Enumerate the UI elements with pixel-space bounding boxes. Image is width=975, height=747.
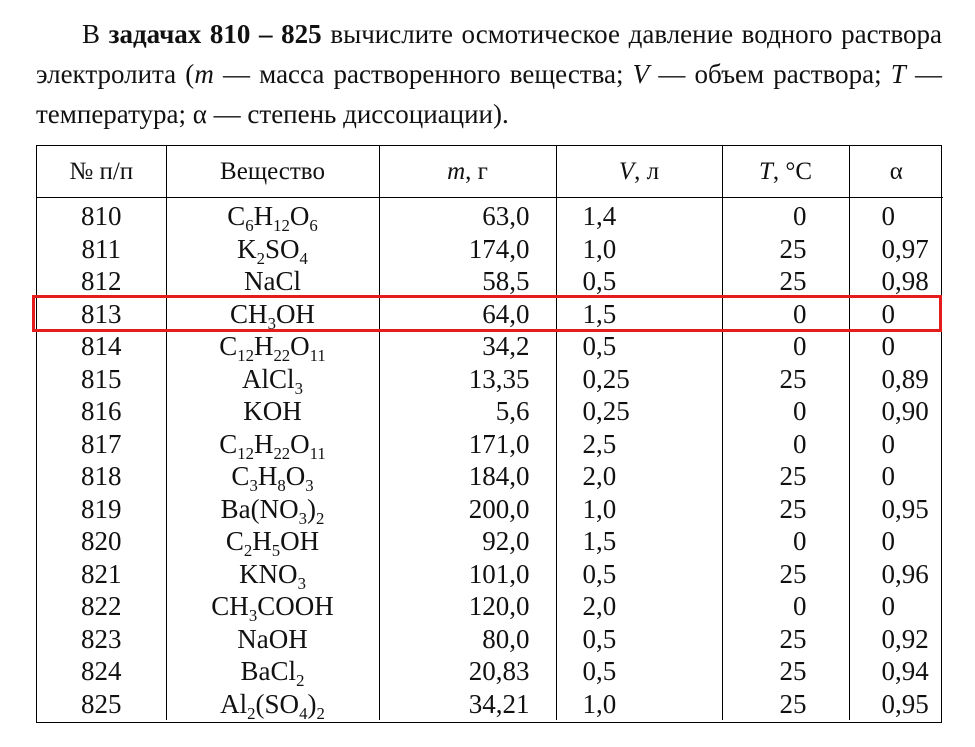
row-temperature: 25 — [722, 460, 849, 493]
row-number: 824 — [37, 655, 166, 688]
row-number: 817 — [37, 428, 166, 461]
row-temperature: 25 — [722, 493, 849, 526]
table-row — [37, 558, 943, 591]
row-volume: 1,5 — [556, 298, 722, 331]
row-substance — [166, 233, 379, 266]
formula-part: C — [219, 428, 238, 459]
table-row — [37, 198, 943, 233]
row-mass: 5,6 — [379, 395, 556, 428]
row-alpha: 0 — [881, 526, 895, 557]
row-number: 820 — [37, 525, 166, 558]
row-mass: 34,21 — [379, 688, 556, 721]
intro-text-3: — объем раствора; — [649, 59, 891, 89]
row-temperature: 25 — [722, 233, 849, 266]
row-temperature: 0 — [722, 525, 849, 558]
row-mass: 34,2 — [379, 330, 556, 363]
row-number: 813 — [37, 298, 166, 331]
table-row — [37, 493, 943, 526]
row-mass: 58,5 — [379, 265, 556, 298]
row-alpha: 0,97 — [881, 233, 929, 264]
formula-subscript: 5 — [271, 541, 281, 561]
row-alpha: 0,98 — [881, 266, 929, 297]
row-number: 819 — [37, 493, 166, 526]
row-temperature: 25 — [722, 558, 849, 591]
row-volume: 0,5 — [556, 330, 722, 363]
row-temperature: 0 — [722, 330, 849, 363]
formula-part: OH — [275, 298, 315, 329]
formula-subscript: 2 — [296, 671, 305, 691]
formula-subscript: 3 — [298, 508, 307, 528]
formula-subscript: 3 — [297, 573, 306, 593]
row-number: 825 — [37, 688, 166, 721]
formula-part: Ba(NO — [220, 493, 299, 524]
row-substance — [166, 330, 379, 366]
formula-subscript: 11 — [309, 443, 326, 463]
row-substance — [166, 655, 379, 691]
table-row — [37, 428, 943, 461]
row-volume: 2,0 — [556, 590, 722, 623]
formula-part: CH — [230, 298, 268, 329]
table-row — [37, 233, 943, 266]
row-mass: 80,0 — [379, 623, 556, 656]
row-number: 812 — [37, 265, 166, 298]
row-number: 823 — [37, 623, 166, 656]
row-alpha: 0 — [881, 461, 895, 492]
row-alpha: 0,90 — [881, 396, 929, 427]
row-substance — [166, 395, 379, 428]
formula-subscript: 6 — [309, 216, 318, 236]
intro-task-range: задачах 810 – 825 — [108, 19, 322, 49]
formula-subscript: 4 — [299, 703, 308, 723]
row-temperature: 0 — [722, 298, 849, 331]
row-volume: 1,0 — [556, 688, 722, 721]
formula-part: KOH — [243, 396, 302, 427]
formula-subscript: 3 — [305, 476, 314, 496]
row-alpha: 0,95 — [881, 493, 929, 524]
formula-part: C — [227, 201, 246, 232]
formula-subscript: 2 — [315, 508, 325, 528]
row-volume: 0,5 — [556, 558, 722, 591]
formula-part: ) — [307, 688, 317, 719]
row-temperature: 25 — [722, 655, 849, 688]
formula-subscript: 12 — [237, 346, 254, 366]
row-number: 814 — [37, 330, 166, 363]
row-alpha: 0 — [881, 591, 895, 622]
row-mass: 64,0 — [379, 298, 556, 331]
formula-subscript: 3 — [267, 313, 276, 333]
table-row — [37, 460, 943, 493]
table-row — [37, 655, 943, 688]
formula-subscript: 11 — [309, 346, 326, 366]
data-table — [36, 145, 942, 723]
row-mass: 20,83 — [379, 655, 556, 688]
row-alpha: 0 — [881, 331, 895, 362]
header-number: № п/п — [37, 146, 166, 198]
row-mass: 101,0 — [379, 558, 556, 591]
header-mass: m, г — [379, 146, 556, 198]
formula-subscript: 2 — [243, 541, 253, 561]
row-number: 815 — [37, 363, 166, 396]
formula-subscript: 4 — [299, 248, 308, 268]
formula-subscript: 22 — [273, 443, 291, 463]
row-substance — [166, 298, 379, 331]
formula-part: H — [257, 461, 278, 492]
row-volume: 0,5 — [556, 265, 722, 298]
formula-part: H — [253, 428, 274, 459]
row-mass: 63,0 — [379, 198, 556, 233]
problem-statement — [36, 14, 942, 134]
intro-text-4: — температура; α — степень диссоциации). — [36, 59, 943, 129]
intro-v-symbol: V — [632, 59, 650, 89]
row-number: 810 — [37, 198, 166, 233]
formula-part: K — [237, 233, 257, 264]
row-alpha: 0 — [881, 201, 895, 232]
row-alpha: 0 — [881, 298, 895, 329]
formula-part: Al — [220, 688, 248, 719]
row-mass: 171,0 — [379, 428, 556, 461]
row-substance — [166, 623, 379, 656]
row-number: 818 — [37, 460, 166, 493]
formula-subscript: 12 — [237, 443, 254, 463]
row-volume: 1,0 — [556, 493, 722, 526]
row-volume: 1,0 — [556, 233, 722, 266]
row-alpha: 0,96 — [881, 558, 929, 589]
row-temperature: 0 — [722, 395, 849, 428]
formula-part: H — [252, 526, 272, 557]
row-temperature: 0 — [722, 590, 849, 623]
formula-subscript: 3 — [248, 606, 258, 626]
header-volume: V, л — [556, 146, 722, 198]
intro-m-symbol: m — [194, 59, 214, 89]
row-mass: 200,0 — [379, 493, 556, 526]
formula-part: AlCl — [242, 363, 295, 394]
row-substance — [166, 428, 379, 461]
row-volume: 2,0 — [556, 460, 722, 493]
row-mass: 13,35 — [379, 363, 556, 396]
formula-part: ) — [306, 493, 316, 524]
intro-text-1: вычислите осмотическое давление водного раствора электролита ( — [36, 19, 942, 89]
header-substance: Вещество — [166, 146, 379, 198]
row-mass: 92,0 — [379, 525, 556, 558]
row-number: 821 — [37, 558, 166, 591]
row-substance — [166, 590, 379, 626]
row-temperature: 25 — [722, 688, 849, 721]
formula-part: C — [225, 526, 244, 557]
table-row — [37, 623, 943, 656]
formula-part: KNO — [239, 558, 298, 589]
table-row — [37, 590, 943, 623]
formula-subscript: 3 — [294, 378, 303, 398]
formula-part: (SO — [255, 688, 300, 719]
table-body — [37, 198, 943, 721]
formula-part: H — [253, 331, 274, 362]
row-number: 811 — [37, 233, 166, 266]
formula-part: C — [231, 461, 250, 492]
formula-part: H — [253, 201, 274, 232]
table-row — [37, 525, 943, 558]
table-row — [37, 265, 943, 298]
formula-part: SO — [264, 233, 300, 264]
row-temperature: 0 — [722, 428, 849, 461]
row-substance — [166, 558, 379, 591]
formula-part: O — [285, 461, 306, 492]
row-substance — [166, 265, 379, 298]
table-row — [37, 688, 943, 721]
row-temperature: 25 — [722, 265, 849, 298]
row-volume: 0,5 — [556, 655, 722, 688]
row-substance — [166, 198, 379, 236]
formula-subscript: 2 — [316, 703, 325, 723]
row-mass: 174,0 — [379, 233, 556, 266]
row-substance — [166, 688, 379, 721]
row-mass: 120,0 — [379, 590, 556, 623]
row-alpha: 0,94 — [881, 656, 929, 687]
formula-subscript: 12 — [273, 216, 290, 236]
row-alpha: 0,89 — [881, 363, 929, 394]
formula-subscript: 3 — [249, 476, 258, 496]
formula-part: O — [290, 428, 310, 459]
formula-part: NaCl — [244, 266, 301, 297]
row-temperature: 25 — [722, 363, 849, 396]
intro-text-2: — масса растворенного вещества; — [213, 59, 633, 89]
header-alpha: α — [849, 146, 943, 198]
table-row — [37, 395, 943, 428]
formula-part: C — [219, 331, 238, 362]
formula-subscript: 6 — [245, 216, 254, 236]
row-volume: 0,5 — [556, 623, 722, 656]
row-substance — [166, 493, 379, 526]
formula-subscript: 2 — [247, 703, 256, 723]
formula-part: CH — [211, 591, 249, 622]
row-number: 822 — [37, 590, 166, 623]
row-volume: 1,4 — [556, 198, 722, 233]
row-substance — [166, 525, 379, 561]
formula-subscript: 2 — [256, 248, 265, 268]
formula-subscript: 8 — [277, 476, 286, 496]
row-alpha: 0 — [881, 428, 895, 459]
formula-part: O — [290, 331, 310, 362]
row-volume: 2,5 — [556, 428, 722, 461]
row-volume: 0,25 — [556, 363, 722, 396]
formula-subscript: 22 — [273, 346, 291, 366]
row-substance — [166, 363, 379, 396]
row-number: 816 — [37, 395, 166, 428]
formula-part: O — [289, 201, 310, 232]
formula-part: NaOH — [237, 623, 308, 654]
row-mass: 184,0 — [379, 460, 556, 493]
formula-part: BaCl — [240, 656, 297, 687]
row-volume: 0,25 — [556, 395, 722, 428]
table-row — [37, 363, 943, 396]
intro-t-symbol: T — [890, 59, 906, 89]
table-header-row — [37, 146, 943, 198]
row-temperature: 25 — [722, 623, 849, 656]
table-row — [37, 298, 943, 331]
row-alpha: 0,95 — [881, 688, 929, 719]
row-alpha: 0,92 — [881, 623, 929, 654]
table-row — [37, 330, 943, 363]
row-temperature: 0 — [722, 198, 849, 233]
formula-part: OH — [280, 526, 320, 557]
row-substance — [166, 460, 379, 496]
formula-part: COOH — [257, 591, 334, 622]
row-volume: 1,5 — [556, 525, 722, 558]
header-temperature: T, °С — [722, 146, 849, 198]
intro-prefix: В — [82, 19, 109, 49]
